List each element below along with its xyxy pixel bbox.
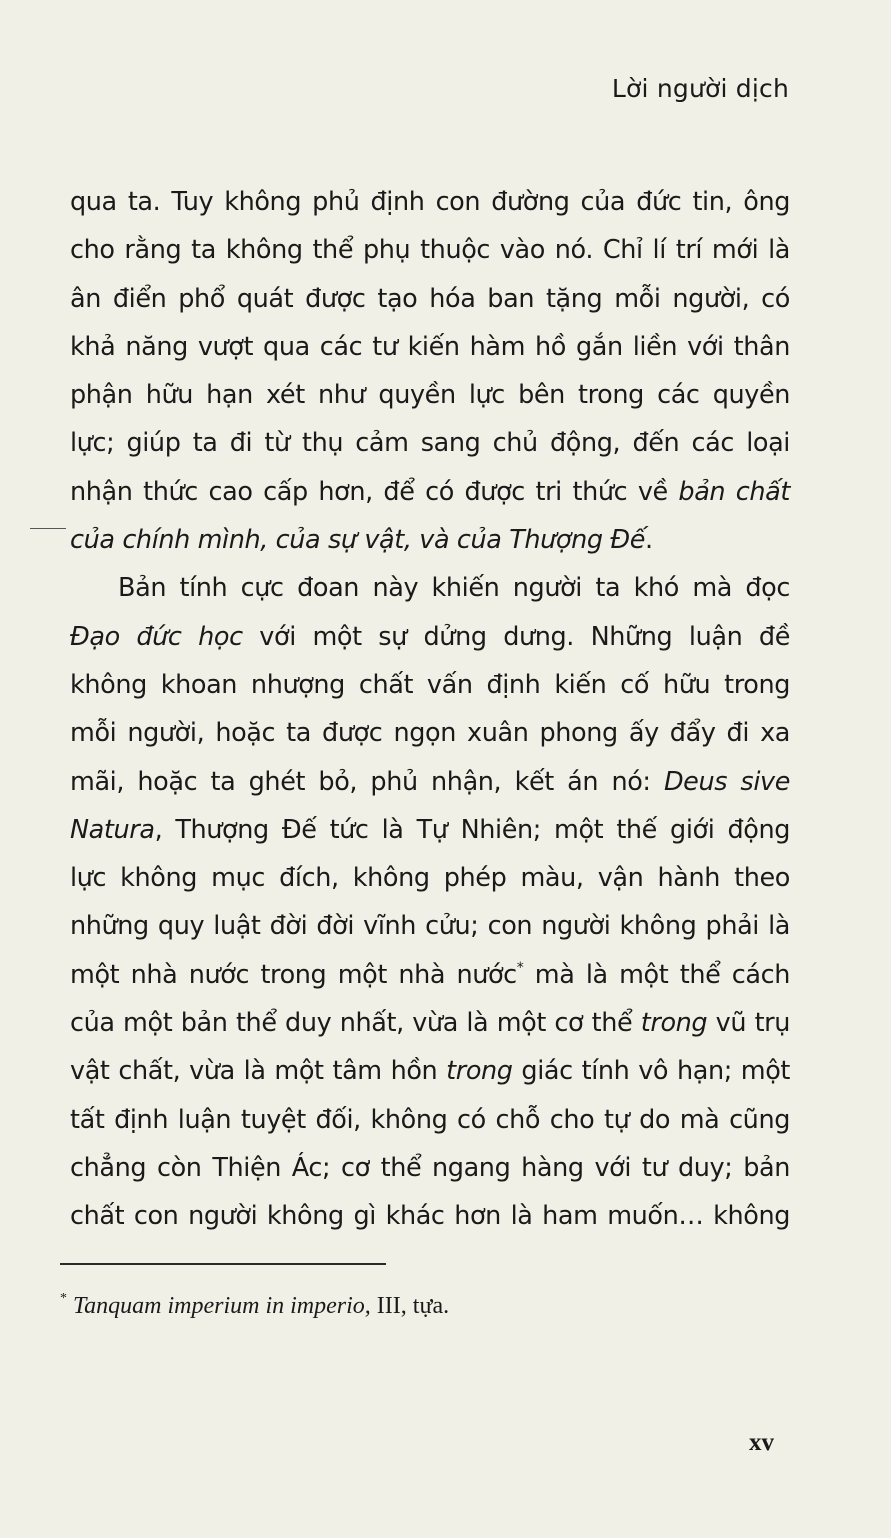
text-segment: chất con người không gì khác hơn là ham muốn… không bbox=[70, 1201, 790, 1232]
text-segment: lực không mục đích, không phép màu, vận hành theo bbox=[70, 863, 790, 894]
text-segment: qua ta. Tuy không phủ định con đường của đức tin, ông bbox=[70, 187, 790, 217]
italic-text: Natura bbox=[70, 814, 155, 845]
text-line bbox=[70, 226, 790, 274]
text-line bbox=[70, 516, 790, 564]
text-line bbox=[70, 854, 790, 902]
text-line bbox=[70, 902, 790, 950]
text-segment: , Thượng Đế tức là Tự Nhiên; một thế giới động bbox=[154, 814, 790, 845]
italic-text: của chính mình, của sự vật, và của Thượng Đế bbox=[70, 525, 646, 556]
body-text bbox=[70, 178, 790, 1241]
text-segment: những quy luật đời đời vĩnh cửu; con người không phải là bbox=[70, 911, 790, 942]
text-segment: với một sự dửng dưng. Những luận đề bbox=[242, 621, 791, 652]
text-segment: ân điển phổ quát được tạo hóa ban tặng mỗi người, có bbox=[70, 283, 790, 314]
text-segment: không khoan nhượng chất vấn định kiến cố hữu trong bbox=[70, 669, 790, 700]
text-segment: tất định luận tuyệt đối, không có chỗ cho tự do mà cũng bbox=[70, 1104, 790, 1135]
text-segment: . bbox=[645, 525, 653, 556]
text-segment: mỗi người, hoặc ta được ngọn xuân phong ấy đẩy đi xa bbox=[70, 718, 790, 749]
text-segment: chẳng còn Thiện Ác; cơ thể ngang hàng với tư duy; bản bbox=[70, 1152, 790, 1183]
text-segment: lực; giúp ta đi từ thụ cảm sang chủ động, đến các loại bbox=[70, 428, 790, 459]
text-segment: nhận thức cao cấp hơn, để có được tri thức về bbox=[70, 476, 679, 507]
text-segment: giác tính vô hạn; một bbox=[512, 1056, 791, 1087]
text-segment: mãi, hoặc ta ghét bỏ, phủ nhận, kết án nó: bbox=[70, 766, 664, 797]
text-line bbox=[70, 999, 790, 1047]
italic-text: trong bbox=[446, 1056, 513, 1087]
text-line bbox=[70, 178, 790, 226]
text-line bbox=[70, 1144, 790, 1192]
text-line bbox=[70, 1047, 790, 1095]
italic-text: trong bbox=[640, 1008, 708, 1039]
italic-text: Deus sive bbox=[663, 766, 790, 797]
text-line bbox=[70, 1096, 790, 1144]
text-line bbox=[70, 758, 790, 806]
text-line bbox=[70, 709, 790, 757]
text-line bbox=[70, 468, 790, 516]
italic-text: Đạo đức học bbox=[70, 621, 243, 652]
footnote-italic: Tanquam imperium in imperio, bbox=[73, 1293, 371, 1319]
text-segment: vật chất, vừa là một tâm hồn bbox=[70, 1056, 447, 1087]
margin-mark bbox=[30, 528, 66, 529]
text-line bbox=[70, 323, 790, 371]
text-segment: khả năng vượt qua các tư kiến hàm hồ gắn liền với thân bbox=[70, 331, 790, 362]
text-segment: phận hữu hạn xét như quyền lực bên trong các quyền bbox=[70, 380, 790, 411]
text-line bbox=[70, 419, 790, 467]
text-segment: vũ trụ bbox=[707, 1008, 791, 1039]
text-line bbox=[70, 371, 790, 419]
text-segment: một nhà nước trong một nhà nước bbox=[70, 959, 517, 990]
text-segment: của một bản thể duy nhất, vừa là một cơ thể bbox=[70, 1008, 641, 1039]
text-line bbox=[70, 564, 790, 612]
text-line bbox=[70, 613, 790, 661]
text-line bbox=[70, 951, 790, 999]
text-line bbox=[70, 1192, 790, 1240]
footnote-marker: * bbox=[60, 1291, 67, 1306]
page-number: xv bbox=[749, 1429, 774, 1456]
text-line bbox=[70, 806, 790, 854]
footnote-reference: * bbox=[516, 959, 524, 976]
footnote bbox=[60, 1293, 449, 1320]
text-segment: mà là một thể cách bbox=[523, 959, 790, 990]
italic-text: bản chất bbox=[678, 476, 790, 507]
text-line bbox=[70, 275, 790, 323]
footnote-rule bbox=[60, 1263, 386, 1265]
text-segment: cho rằng ta không thể phụ thuộc vào nó. Chỉ lí trí mới là bbox=[70, 235, 790, 266]
text-segment: Bản tính cực đoan này khiến người ta khó mà đọc bbox=[118, 573, 790, 604]
text-line bbox=[70, 661, 790, 709]
footnote-rest: III, tựa. bbox=[370, 1293, 450, 1319]
running-head: Lời người dịch bbox=[611, 74, 789, 103]
